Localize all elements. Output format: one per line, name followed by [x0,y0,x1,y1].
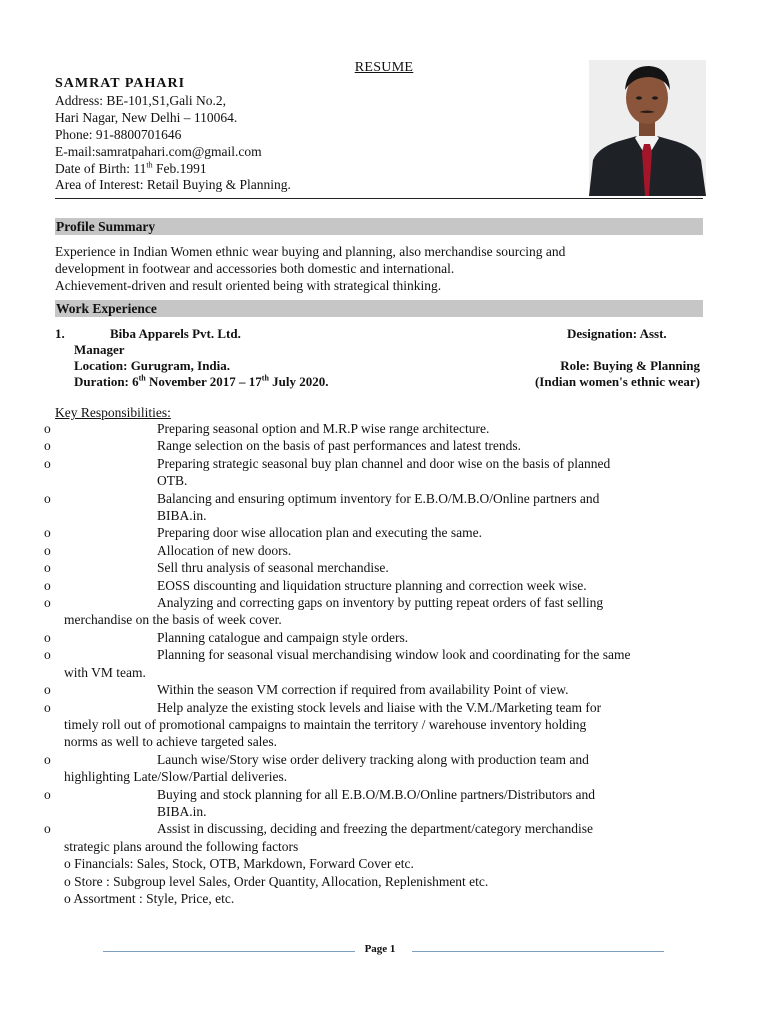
profile-line: development in footwear and accessories both domestic and international. [55,261,455,277]
profile-line: Experience in Indian Women ethnic wear buying and planning, also merchandise sourcing and [55,244,566,259]
designation: Designation: Asst. [567,326,667,341]
responsibilities-list [44,420,704,907]
profile-photo [589,60,706,196]
job-role: Role: Buying & Planning [560,358,700,373]
phone: Phone: 91-8800701646 [55,126,182,142]
list-item: o Analyzing and correcting gaps on inventory by putting repeat orders of fast selling merchandise on the basis of week cover. [44,595,604,628]
list-item: o Buying and stock planning for all E.B.O/M.B.O/Online partners/Distributors and BIBA.in. [44,786,595,819]
list-item: o Allocation of new doors. [44,542,292,558]
list-item: o Sell thru analysis of seasonal merchandise. [44,560,389,576]
sub-list-item: o Store : Subgroup level Sales, Order Quantity, Allocation, Replenishment etc. [64,873,489,889]
job-header-row-1 [55,325,700,342]
profile-line: Achievement-driven and result oriented being with strategical thinking. [55,278,442,294]
job-number: 1. [55,326,65,341]
list-item: o Planning for seasonal visual merchandising window look and coordinating for the same with VM team. [44,647,631,680]
contact-block [55,76,291,194]
profile-summary-text [55,243,703,295]
list-item: o Preparing seasonal option and M.R.P wise range architecture. [44,421,490,436]
list-item: o Range selection on the basis of past performances and latest trends. [44,438,522,454]
list-item: o Balancing and ensuring optimum inventory for E.B.O/M.B.O/Online partners and BIBA.in. [44,490,600,524]
resume-title: RESUME [354,60,414,75]
page-number: Page 1 [364,943,396,955]
address-line-2: Hari Nagar, New Delhi – 110064. [55,109,238,125]
list-item: o Preparing strategic seasonal buy plan channel and door wise on the basis of planned OTB. [44,455,611,489]
list-item: o Launch wise/Story wise order delivery tracking along with production team and highlighting Late/Slow/Partial deliveries. [44,751,589,785]
list-item: o EOSS discounting and liquidation structure planning and correction week wise. [44,577,587,593]
sub-list-item: o Financials: Sales, Stock, OTB, Markdown, Forward Cover etc. [64,856,414,872]
designation-continued: Manager [74,342,125,357]
company-name: Biba Apparels Pvt. Ltd. [110,326,241,341]
sub-list-item: o Assortment : Style, Price, etc. [64,890,235,906]
address-line-1: Address: BE-101,S1,Gali No.2, [55,92,226,108]
candidate-name: SAMRAT PAHARI [55,76,186,91]
footer-rule-left [103,951,355,952]
profile-summary-heading: Profile Summary [55,218,703,235]
area-of-interest: Area of Interest: Retail Buying & Planning. [55,177,291,193]
list-item: o Preparing door wise allocation plan and executing the same. [44,525,483,541]
work-experience-heading: Work Experience [55,300,703,317]
job-duration: Duration: 6th November 2017 – 17th July 2020. [74,373,329,389]
person-portrait-icon [589,60,706,196]
list-item: o Within the season VM correction if required from availability Point of view. [44,682,569,698]
date-of-birth: Date of Birth: 11th Feb.1991 [55,160,207,176]
job-category: (Indian women's ethnic wear) [534,374,700,389]
header-divider [55,198,703,199]
footer-rule-right [412,951,664,952]
key-responsibilities-heading: Key Responsibilities: [55,405,171,420]
list-item: o Assist in discussing, deciding and freezing the department/category merchandise strategic plans around the following factors [44,821,593,854]
email: E-mail:samratpahari.com@gmail.com [55,143,262,159]
job-location: Location: Gurugram, India. [74,358,231,373]
list-item: o Help analyze the existing stock levels and liaise with the V.M./Marketing team for timely roll out of promotional campaigns to maintain the territory / warehouse inventory holding norms as well to achieve targeted sales. [44,699,602,750]
list-item: o Planning catalogue and campaign style orders. [44,629,409,645]
